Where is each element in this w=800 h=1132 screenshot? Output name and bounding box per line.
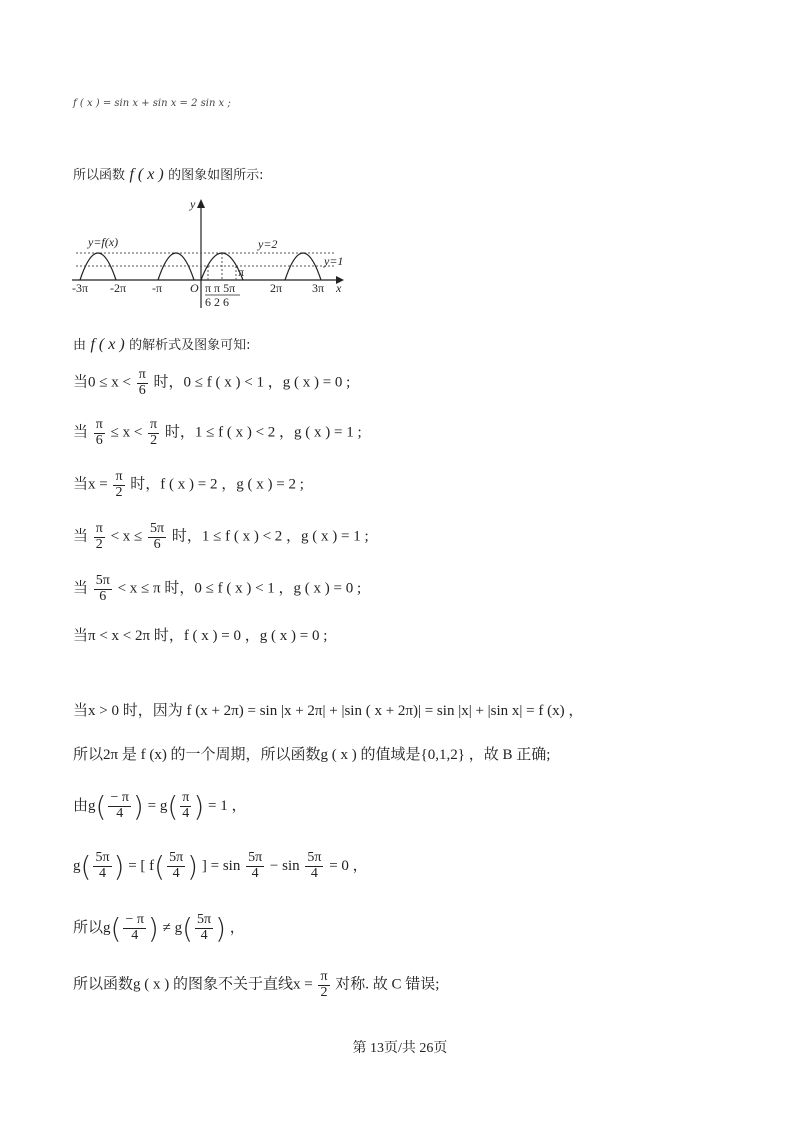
y-axis-label: y <box>190 197 196 211</box>
page-footer: 第 13页/共 26页 <box>352 1041 448 1056</box>
graph-intro <box>73 164 264 184</box>
inequality-line: 所以g( $\frac{- \pi}{4}$ ) ≠ g( $\frac{5\pi}{4}$ ) ， <box>73 912 245 945</box>
text: 由 <box>73 338 87 353</box>
fraction: $\frac{\pi}{2}$ <box>115 469 123 500</box>
formula-text: f ( x ) = sin x + sin x = 2 sin x ; <box>73 98 231 109</box>
line2-label: y=2 <box>258 237 278 251</box>
fraction: $\frac{5\pi}{6}$ <box>95 573 110 604</box>
text: 的图象如图所示: <box>168 168 264 183</box>
fraction: $\frac{\pi}{2}$ <box>150 417 158 448</box>
case-5: 当 $\frac{5\pi}{6}$ < x ≤ π 时，0 ≤ f ( x ) < 1 ，g ( x ) = 0 ; <box>73 573 362 604</box>
g-5pi4-line: g( $\frac{5\pi}{4}$ ) = [ f( $\frac{5\pi}{4}$ ) ] = sin $\frac{5\pi}{4}$ − sin $\frac{5\pi}{4}$ = 0 ， <box>73 850 368 883</box>
curve-label: y=f(x) <box>88 235 119 249</box>
frac-ticks-bottom: 6 2 6 <box>205 295 229 309</box>
case-2: 当 $\frac{\pi}{6}$ ≤ x < $\frac{\pi}{2}$ 时，1 ≤ f ( x ) < 2 ，g ( x ) = 1 ; <box>73 417 362 448</box>
case-4: 当 $\frac{\pi}{2}$ < x ≤ $\frac{5\pi}{6}$ 时，1 ≤ f ( x ) < 2 ，g ( x ) = 1 ; <box>73 521 369 552</box>
formula-line-1 <box>73 98 231 109</box>
case-6: 当π < x < 2π 时，f ( x ) = 0 ，g ( x ) = 0 ; <box>73 628 328 644</box>
tick-label: 3π <box>312 281 325 295</box>
fraction: $\frac{\pi}{6}$ <box>138 367 146 398</box>
tick-label: -2π <box>110 281 127 295</box>
text: 的解析式及图象可知: <box>129 338 251 353</box>
tick-label: -π <box>152 281 163 295</box>
pi-label: π <box>238 265 245 279</box>
analysis-intro <box>73 334 251 354</box>
case-1 <box>73 368 350 398</box>
fraction: $\frac{\pi}{2}$ <box>95 521 103 552</box>
tick-label: -3π <box>72 281 89 295</box>
text: 时，0 ≤ f ( x ) < 1 ，g ( x ) = 0 ; <box>153 374 351 391</box>
math: f ( x ) <box>90 336 125 353</box>
tick-label: 2π <box>270 281 283 295</box>
function-graph <box>72 196 362 314</box>
math: f ( x ) <box>129 166 164 183</box>
case-3: 当x = $\frac{\pi}{2}$ 时，f ( x ) = 2 ，g ( x ) = 2 ; <box>73 469 304 500</box>
frac-ticks-top: π π 5π <box>205 281 236 295</box>
fraction: $\frac{\pi}{6}$ <box>95 417 103 448</box>
fraction: $\frac{5\pi}{6}$ <box>150 521 165 552</box>
periodicity-line: 当x > 0 时，因为 f (x + 2π) = sin |x + 2π| + |sin ( x + 2π)| = sin |x| + |sin x| = f (x) ， <box>73 703 584 719</box>
x-axis-label: x <box>336 281 342 295</box>
conclusion-line: 所以函数g ( x ) 的图象不关于直线x = $\frac{\pi}{2}$ 对称. 故 C 错误; <box>73 969 440 1000</box>
line1-label: y=1 <box>324 254 344 268</box>
text: 当0 ≤ x < <box>73 374 131 391</box>
text: 所以函数 <box>73 168 126 183</box>
origin-label: O <box>190 281 199 295</box>
range-line: 所以2π 是 f (x) 的一个周期，所以函数g ( x ) 的值域是{0,1,2} ，故 B 正确; <box>73 747 551 763</box>
g-values-line: 由g( $\frac{- \pi}{4}$ ) = g( $\frac{\pi}{4}$ ) = 1 ， <box>73 790 247 823</box>
